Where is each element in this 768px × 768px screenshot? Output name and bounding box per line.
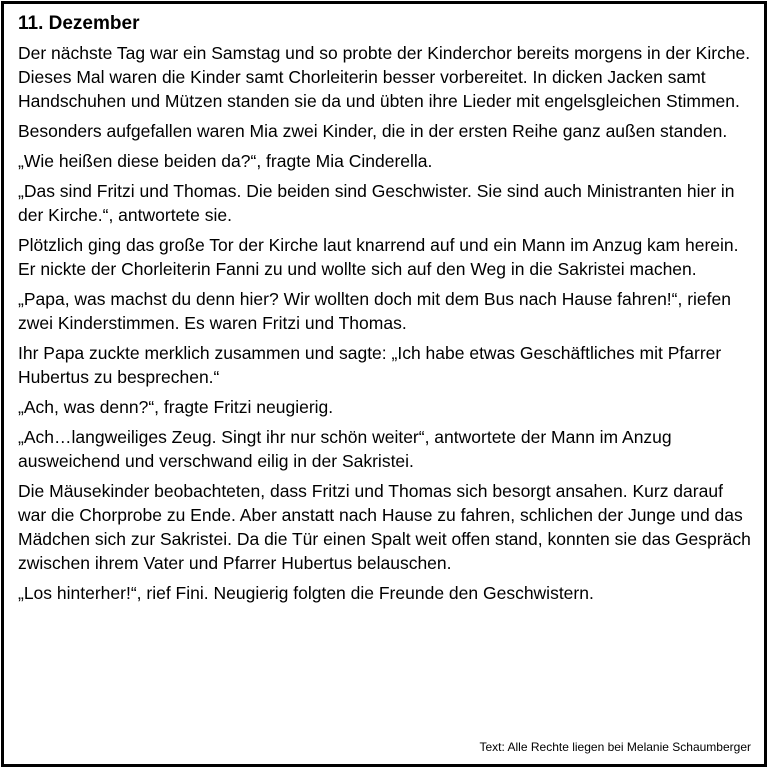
- story-text: [18, 12, 754, 611]
- paragraph-2: Besonders aufgefallen waren Mia zwei Kinder, die in der ersten Reihe ganz außen standen.: [18, 121, 728, 141]
- copyright-credit: Text: Alle Rechte liegen bei Melanie Schaumberger: [479, 740, 751, 754]
- paragraph-1: Der nächste Tag war ein Samstag und so probte der Kinderchor bereits morgens in der Kirche. Dieses Mal waren die Kinder samt Chorleiterin besser vorbereitet. In dicken Jacken samt Handschuhen und Mützen standen sie da und übten ihre Lieder mit engelsgleichen Stimmen.: [18, 43, 751, 111]
- paragraph-7: Ihr Papa zuckte merklich zusammen und sagte: „Ich habe etwas Geschäftliches mit Pfarrer Hubertus zu besprechen.“: [18, 343, 722, 387]
- page-frame: [1, 1, 767, 767]
- paragraph-4: „Das sind Fritzi und Thomas. Die beiden sind Geschwister. Sie sind auch Ministranten hier in der Kirche.“, antwortete sie.: [18, 181, 735, 225]
- paragraph-5: Plötzlich ging das große Tor der Kirche laut knarrend auf und ein Mann im Anzug kam herein. Er nickte der Chorleiterin Fanni zu und wollte sich auf den Weg in die Sakristei machen.: [18, 235, 739, 279]
- paragraph-9: „Ach…langweiliges Zeug. Singt ihr nur schön weiter“, antwortete der Mann im Anzug ausweichend und verschwand eilig in der Sakristei.: [18, 427, 672, 471]
- paragraph-8: „Ach, was denn?“, fragte Fritzi neugierig.: [18, 397, 334, 417]
- paragraph-11: „Los hinterher!“, rief Fini. Neugierig folgten die Freunde den Geschwistern.: [18, 583, 594, 603]
- paragraph-6: „Papa, was machst du denn hier? Wir wollten doch mit dem Bus nach Hause fahren!“, riefen zwei Kinderstimmen. Es waren Fritzi und Thomas.: [18, 289, 731, 333]
- paragraph-10: Die Mäusekinder beobachteten, dass Fritzi und Thomas sich besorgt ansahen. Kurz darauf war die Chorprobe zu Ende. Aber anstatt nach Hause zu fahren, schlichen der Junge und das Mädchen sich zur Sakristei. Da die Tür einen Spalt weit offen stand, konnten sie das Gespräch zwischen ihrem Vater und Pfarrer Hubertus belauschen.: [18, 481, 751, 573]
- page-title: 11. Dezember: [18, 13, 140, 34]
- paragraph-3: „Wie heißen diese beiden da?“, fragte Mia Cinderella.: [18, 151, 433, 171]
